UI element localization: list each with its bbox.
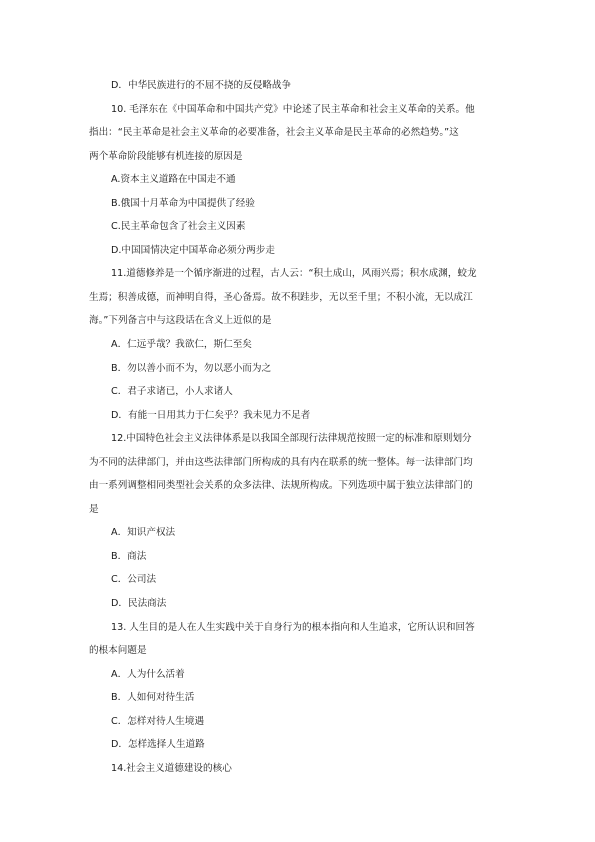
answer-option: A．知识产权法 <box>111 527 176 539</box>
text-line: 的根本问题是 <box>89 645 147 657</box>
text-line: 海。”下列备言中与这段话在含义上近似的是 <box>89 315 272 327</box>
document-body <box>89 74 509 780</box>
answer-option: A．人为什么活着 <box>111 668 185 680</box>
text-line: 是 <box>89 503 99 515</box>
answer-option: A．仁远乎哉？我欲仁，斯仁至矣 <box>111 339 252 351</box>
text-line: 生焉；积善成德，而神明自得，圣心备焉。故不积跬步，无以至千里；不积小流，无以成江 <box>89 291 473 303</box>
answer-option: C．公司法 <box>111 574 157 586</box>
question-text: 11.道德修养是一个循序渐进的过程，古人云：“积土成山，风雨兴焉；积水成渊，蛟龙 <box>111 268 477 280</box>
question-text: 14.社会主义道德建设的核心 <box>111 762 232 774</box>
text-line: 指出：“民主革命是社会主义革命的必要准备，社会主义革命是民主革命的必然趋势。”这 <box>89 127 459 139</box>
answer-option: D．中华民族进行的不屈不挠的反侵略战争 <box>111 80 292 91</box>
answer-option: B．人如何对待生活 <box>111 692 195 704</box>
answer-option: D．有能一日用其力于仁矣乎？我未见力不足者 <box>111 409 311 421</box>
answer-option: B．商法 <box>111 550 147 562</box>
text-line: 为不同的法律部门，并由这些法律部门所构成的具有内在联系的统一整体。每一法律部门均 <box>89 456 473 468</box>
answer-option: B.俄国十月革命为中国提供了经验 <box>111 197 255 209</box>
text-line: 两个革命阶段能够有机连接的原因是 <box>89 150 243 162</box>
answer-option: D．怎样选择人生道路 <box>111 739 205 751</box>
answer-option: D．民法商法 <box>111 598 167 610</box>
answer-option: B．勿以善小而不为，勿以恶小而为之 <box>111 362 272 374</box>
question-text: 12.中国特色社会主义法律体系是以我国全部现行法律规范按照一定的标准和原则划分 <box>111 433 472 445</box>
text-line: 由一系列调整相同类型社会关系的众多法律、法规所构成。下列选项中属于独立法律部门的 <box>89 480 473 492</box>
answer-option: C．怎样对待人生境遇 <box>111 715 205 727</box>
question-text: 10. 毛泽东在《中国革命和中国共产党》中论述了民主革命和社会主义革命的关系。他 <box>111 103 475 115</box>
answer-option: D.中国国情决定中国革命必须分两步走 <box>111 244 275 256</box>
answer-option: C.民主革命包含了社会主义因素 <box>111 221 246 233</box>
answer-option: A.资本主义道路在中国走不通 <box>111 174 236 186</box>
answer-option: C．君子求诸已，小人求诸人 <box>111 386 233 398</box>
question-text: 13. 人生目的是人在人生实践中关于自身行为的根本指向和人生追求，它所认识和回答 <box>111 621 475 633</box>
